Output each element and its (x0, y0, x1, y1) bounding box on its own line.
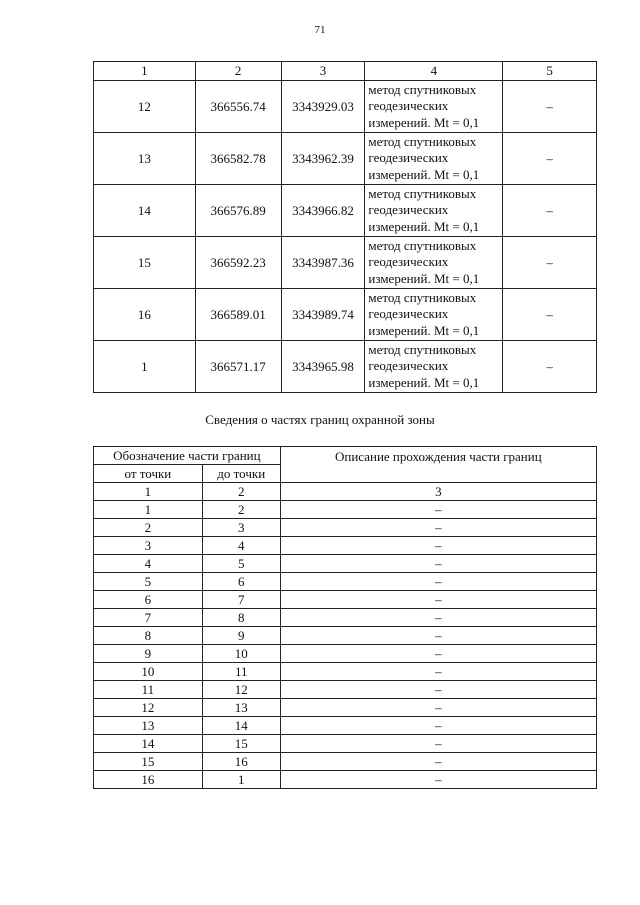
column-5-value: – (503, 133, 597, 185)
boundary-parts-table (93, 446, 597, 789)
boundary-part-row (94, 537, 597, 555)
y-coordinate: 3343962.39 (281, 133, 365, 185)
part-description: – (280, 771, 596, 789)
part-description: – (280, 663, 596, 681)
method-line: геодезических (368, 358, 449, 374)
to-point: 9 (202, 627, 280, 645)
method-line: измерений. Mt = 0,1 (368, 166, 480, 182)
group-header-row (94, 447, 597, 465)
x-coordinate: 366592.23 (195, 237, 281, 289)
from-point: 4 (94, 555, 203, 573)
part-description: – (280, 681, 596, 699)
boundary-part-row (94, 645, 597, 663)
from-point: 1 (94, 501, 203, 519)
from-point: 16 (94, 771, 203, 789)
section-title: Сведения о частях границ охранной зоны (205, 412, 435, 427)
coordinate-row (94, 341, 597, 393)
from-point: 6 (94, 591, 203, 609)
boundary-part-row (94, 735, 597, 753)
method-line: геодезических (368, 202, 449, 218)
to-point: 4 (202, 537, 280, 555)
column-5-value: – (503, 237, 597, 289)
x-coordinate: 366571.17 (195, 341, 281, 393)
from-point: 11 (94, 681, 203, 699)
to-point: 16 (202, 753, 280, 771)
x-coordinate: 366582.78 (195, 133, 281, 185)
point-number: 13 (94, 133, 196, 185)
to-point: 7 (202, 591, 280, 609)
part-description: – (280, 735, 596, 753)
method-description (365, 289, 503, 341)
boundary-part-row (94, 627, 597, 645)
boundary-part-row (94, 609, 597, 627)
to-point: 11 (202, 663, 280, 681)
from-point: 8 (94, 627, 203, 645)
coordinate-row (94, 237, 597, 289)
boundary-part-row (94, 519, 597, 537)
method-line: измерений. Mt = 0,1 (368, 374, 480, 390)
part-description: – (280, 591, 596, 609)
boundary-part-row (94, 717, 597, 735)
boundary-part-row (94, 753, 597, 771)
point-number: 1 (94, 341, 196, 393)
y-coordinate: 3343965.98 (281, 341, 365, 393)
coordinate-row (94, 185, 597, 237)
method-description (365, 81, 503, 133)
from-point: 2 (94, 519, 203, 537)
method-line: измерений. Mt = 0,1 (368, 114, 480, 130)
boundary-part-row (94, 663, 597, 681)
to-point: 12 (202, 681, 280, 699)
page-number: 71 (314, 24, 326, 36)
coordinates-table (93, 61, 597, 393)
to-point: 1 (202, 771, 280, 789)
column-number: 4 (365, 62, 503, 81)
boundary-part-row (94, 591, 597, 609)
method-line: метод спутниковых (368, 237, 477, 253)
method-line: метод спутниковых (368, 289, 477, 305)
column-number-row (94, 483, 597, 501)
part-description: – (280, 645, 596, 663)
coordinate-row (94, 133, 597, 185)
part-description: – (280, 555, 596, 573)
to-point: 5 (202, 555, 280, 573)
part-description: – (280, 519, 596, 537)
from-point: 7 (94, 609, 203, 627)
from-point: 13 (94, 717, 203, 735)
to-point: 14 (202, 717, 280, 735)
method-line: измерений. Mt = 0,1 (368, 270, 480, 286)
part-description: – (280, 537, 596, 555)
group-header: Обозначение части границ (94, 447, 281, 465)
part-description: – (280, 753, 596, 771)
method-description (365, 341, 503, 393)
method-description (365, 237, 503, 289)
part-description: – (280, 573, 596, 591)
part-description: – (280, 717, 596, 735)
method-line: измерений. Mt = 0,1 (368, 218, 480, 234)
method-line: метод спутниковых (368, 133, 477, 149)
method-line: геодезических (368, 306, 449, 322)
to-point: 15 (202, 735, 280, 753)
from-point-header: от точки (94, 465, 203, 483)
from-point: 5 (94, 573, 203, 591)
from-point: 9 (94, 645, 203, 663)
method-description (365, 133, 503, 185)
column-5-value: – (503, 185, 597, 237)
point-number: 15 (94, 237, 196, 289)
column-5-value: – (503, 289, 597, 341)
method-line: метод спутниковых (368, 81, 477, 97)
x-coordinate: 366556.74 (195, 81, 281, 133)
coordinate-row (94, 81, 597, 133)
column-number-row (94, 62, 597, 81)
part-description: – (280, 501, 596, 519)
x-coordinate: 366576.89 (195, 185, 281, 237)
to-point: 2 (202, 501, 280, 519)
column-number: 1 (94, 483, 203, 501)
boundary-part-row (94, 555, 597, 573)
boundary-part-row (94, 501, 597, 519)
point-number: 12 (94, 81, 196, 133)
method-line: метод спутниковых (368, 341, 477, 357)
method-line: метод спутниковых (368, 185, 477, 201)
method-line: геодезических (368, 254, 449, 270)
from-point: 12 (94, 699, 203, 717)
part-description: – (280, 609, 596, 627)
boundary-part-row (94, 573, 597, 591)
coordinate-row (94, 289, 597, 341)
y-coordinate: 3343989.74 (281, 289, 365, 341)
column-number: 3 (280, 483, 596, 501)
to-point: 13 (202, 699, 280, 717)
point-number: 16 (94, 289, 196, 341)
column-5-value: – (503, 341, 597, 393)
column-number: 3 (281, 62, 365, 81)
boundary-part-row (94, 699, 597, 717)
y-coordinate: 3343966.82 (281, 185, 365, 237)
to-point: 8 (202, 609, 280, 627)
from-point: 10 (94, 663, 203, 681)
boundary-part-row (94, 681, 597, 699)
column-number: 2 (195, 62, 281, 81)
column-number: 5 (503, 62, 597, 81)
column-number: 1 (94, 62, 196, 81)
x-coordinate: 366589.01 (195, 289, 281, 341)
method-line: измерений. Mt = 0,1 (368, 322, 480, 338)
to-point: 6 (202, 573, 280, 591)
part-description: – (280, 699, 596, 717)
part-description: – (280, 627, 596, 645)
method-description (365, 185, 503, 237)
column-5-value: – (503, 81, 597, 133)
to-point: 3 (202, 519, 280, 537)
to-point: 10 (202, 645, 280, 663)
y-coordinate: 3343987.36 (281, 237, 365, 289)
description-header: Описание прохождения части границ (280, 447, 596, 483)
y-coordinate: 3343929.03 (281, 81, 365, 133)
method-line: геодезических (368, 150, 449, 166)
column-number: 2 (202, 483, 280, 501)
point-number: 14 (94, 185, 196, 237)
from-point: 14 (94, 735, 203, 753)
to-point-header: до точки (202, 465, 280, 483)
method-line: геодезических (368, 98, 449, 114)
boundary-part-row (94, 771, 597, 789)
from-point: 15 (94, 753, 203, 771)
from-point: 3 (94, 537, 203, 555)
